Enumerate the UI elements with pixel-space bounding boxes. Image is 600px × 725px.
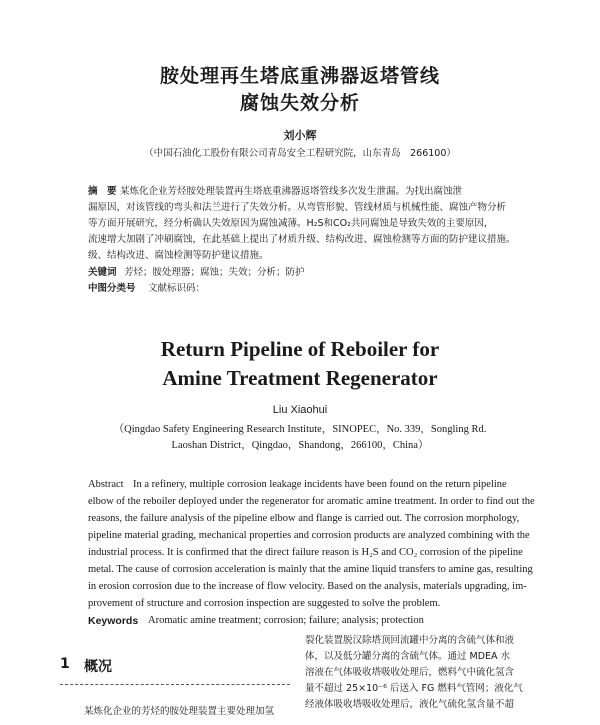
english-abstract-line: elbow of the reboiler deployed under the regenerator for aromatic amine treatment. In order to find out the xyxy=(88,496,535,507)
right-column-line: 体，以及低分罐分离的含硫气体。通过 MDEA 水 xyxy=(305,651,511,662)
english-affiliation-line-2: Laoshan District，Qingdao，Shandong，266100，China） xyxy=(171,440,429,451)
english-author: Liu Xiaohui xyxy=(272,404,328,416)
english-abstract-line: reasons, the failure analysis of the pipeline elbow and flange is carried out. The corrosion morphology, xyxy=(88,513,520,524)
left-column-text: 某炼化企业的芳烃的胺处理装置主要处理加氢 xyxy=(84,706,275,717)
english-title-line-2: Amine Treatment Regenerator xyxy=(162,366,438,390)
chinese-author: 刘小辉 xyxy=(283,129,317,142)
english-affiliation-line-1: （Qingdao Safety Engineering Research Institute，SINOPEC，No. 339，Songling Rd. xyxy=(113,424,487,435)
english-abstract-line: industrial process. It is confirmed that the direct failure reason is H₂S and CO₂ corrosion of the pipeline xyxy=(88,547,523,558)
chinese-abstract-line: 某炼化企业芳烃胺处理装置再生塔底重沸器返塔管线多次发生泄漏。为找出腐蚀泄 xyxy=(120,186,463,197)
chinese-abstract-label: 摘 要 xyxy=(88,186,117,197)
chinese-title-line-1: 胺处理再生塔底重沸器返塔管线 xyxy=(159,65,440,87)
chinese-abstract-line: 等方面开展研究，经分析确认失效原因为腐蚀减薄。H₂S和CO₂共同腐蚀是导致失效的主要原因， xyxy=(88,218,494,229)
english-abstract-line: in erosion corrosion due to the increase of flow velocity. Based on the analysis, materials upgrading, im- xyxy=(88,581,527,592)
chinese-class-label: 中图分类号 xyxy=(88,283,136,294)
english-keywords: Aromatic amine treatment; corrosion; failure; analysis; protection xyxy=(148,615,424,626)
english-abstract-label: Abstract xyxy=(88,479,124,490)
chinese-abstract-line: 流速增大加剧了冲刷腐蚀，在此基础上提出了材质升级、结构改进、腐蚀检测等方面的防护建议措施。 xyxy=(88,234,516,245)
right-column-line: 经液体吸收塔吸收处理后，液化气硫化氢含量不超 xyxy=(305,699,515,710)
chinese-abstract-line: 漏原因，对该管线的弯头和法兰进行了失效分析。从弯管形貌、管线材质与机械性能、腐蚀产物分析 xyxy=(88,202,507,213)
right-column-line: 裂化装置脱汉除塔顶回流罐中分离的含硫气体和液 xyxy=(305,635,515,646)
chinese-keywords: 芳烃；胺处理器；腐蚀；失效；分析；防护 xyxy=(124,267,305,278)
right-column-line: 溶液在气体吸收塔吸收处理后，燃料气中硫化氢含 xyxy=(305,667,515,678)
english-abstract-line: metal. The cause of corrosion acceleration is mainly that the amine liquid transfers to amine gas, resulting xyxy=(88,564,533,575)
english-title-line-1: Return Pipeline of Reboiler for xyxy=(160,337,440,361)
chinese-keywords-label: 关键词 xyxy=(88,267,117,278)
english-abstract-line: provement of structure and corrosion inspection are suggested to solve the problem. xyxy=(88,598,441,609)
chinese-abstract-line: 级、结构改进、腐蚀检测等防护建议措施。 xyxy=(88,250,269,261)
chinese-class-text: 文献标识码： xyxy=(148,283,206,294)
chinese-affiliation: （中国石油化工股份有限公司青岛安全工程研究院，山东青岛 266100） xyxy=(144,148,456,159)
section-divider xyxy=(60,684,290,685)
chinese-title-line-2: 腐蚀失效分析 xyxy=(239,92,360,114)
section-title: 概况 xyxy=(84,659,112,675)
right-column-line: 量不超过 25×10⁻⁶ 后送入 FG 燃料气管网；液化气 xyxy=(305,683,523,694)
english-keywords-label: Keywords xyxy=(88,615,139,627)
section-number: 1 xyxy=(60,656,70,672)
english-abstract-line: pipeline material grading, mechanical properties and corrosion products are analyzed combining with the xyxy=(88,530,530,541)
english-abstract-line: In a refinery, multiple corrosion leakage incidents have been found on the return pipeline xyxy=(133,479,507,490)
